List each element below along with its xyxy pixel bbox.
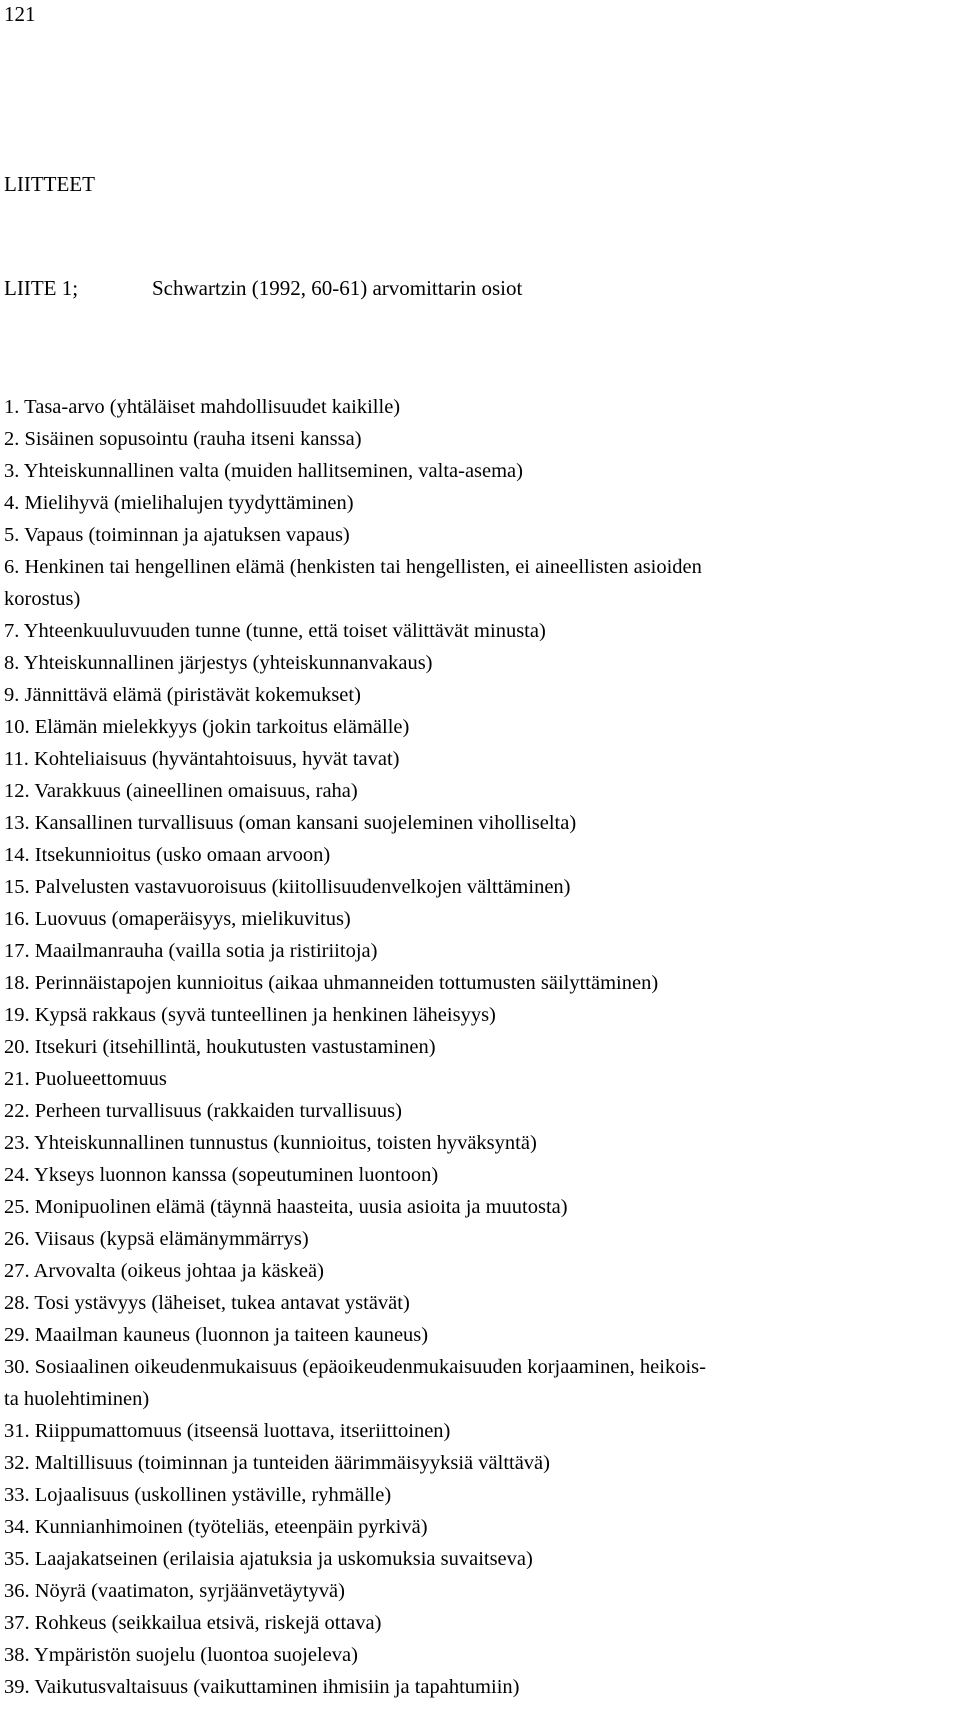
appendix-title: Schwartzin (1992, 60-61) arvomittarin osiot xyxy=(152,276,523,300)
list-item: 19. Kypsä rakkaus (syvä tunteellinen ja henkinen läheisyys) xyxy=(4,1004,496,1026)
list-item: 36. Nöyrä (vaatimaton, syrjäänvetäytyvä) xyxy=(4,1580,345,1602)
list-item: 28. Tosi ystävyys (läheiset, tukea antavat ystävät) xyxy=(4,1292,410,1314)
list-item: 13. Kansallinen turvallisuus (oman kansani suojeleminen viholliselta) xyxy=(4,812,577,834)
list-item: 32. Maltillisuus (toiminnan ja tunteiden äärimmäisyyksiä välttävä) xyxy=(4,1452,550,1474)
list-item: 27. Arvovalta (oikeus johtaa ja käskeä) xyxy=(4,1260,324,1282)
list-item: 26. Viisaus (kypsä elämänymmärrys) xyxy=(4,1228,309,1250)
list-item: 16. Luovuus (omaperäisyys, mielikuvitus) xyxy=(4,908,351,930)
list-item: 1. Tasa-arvo (yhtäläiset mahdollisuudet kaikille) xyxy=(4,396,401,418)
list-item: 29. Maailman kauneus (luonnon ja taiteen kauneus) xyxy=(4,1324,429,1346)
list-item-line: 30. Sosiaalinen oikeudenmukaisuus (epäoikeudenmukaisuuden korjaaminen, heikois- xyxy=(4,1356,706,1378)
list-item-line: korostus) xyxy=(4,588,81,610)
list-item: 11. Kohteliaisuus (hyväntahtoisuus, hyvät tavat) xyxy=(4,748,400,770)
page-number: 121 xyxy=(4,2,36,26)
value-item-list xyxy=(4,391,954,1703)
list-item: 37. Rohkeus (seikkailua etsivä, riskejä ottava) xyxy=(4,1612,382,1634)
section-title: LIITTEET xyxy=(4,172,95,196)
list-item: 25. Monipuolinen elämä (täynnä haasteita, uusia asioita ja muutosta) xyxy=(4,1196,568,1218)
list-item: 14. Itsekunnioitus (usko omaan arvoon) xyxy=(4,844,331,866)
list-item: 31. Riippumattomuus (itseensä luottava, itseriittoinen) xyxy=(4,1420,451,1442)
appendix-label: LIITE 1; xyxy=(4,276,79,300)
list-item: 17. Maailmanrauha (vailla sotia ja ristiriitoja) xyxy=(4,940,378,962)
list-item: 12. Varakkuus (aineellinen omaisuus, raha) xyxy=(4,780,358,802)
list-item: 35. Laajakatseinen (erilaisia ajatuksia ja uskomuksia suvaitseva) xyxy=(4,1548,533,1570)
list-item-line: 6. Henkinen tai hengellinen elämä (henkisten tai hengellisten, ei aineellisten asioiden xyxy=(4,556,702,578)
list-item: 4. Mielihyvä (mielihalujen tyydyttäminen) xyxy=(4,492,354,514)
list-item: 24. Ykseys luonnon kanssa (sopeutuminen luontoon) xyxy=(4,1164,439,1186)
list-item: 34. Kunnianhimoinen (työteliäs, eteenpäin pyrkivä) xyxy=(4,1516,428,1538)
list-item: 39. Vaikutusvaltaisuus (vaikuttaminen ihmisiin ja tapahtumiin) xyxy=(4,1676,520,1698)
list-item: 18. Perinnäistapojen kunnioitus (aikaa uhmanneiden tottumusten säilyttäminen) xyxy=(4,972,659,994)
list-item: 5. Vapaus (toiminnan ja ajatuksen vapaus) xyxy=(4,524,350,546)
list-item: 21. Puolueettomuus xyxy=(4,1068,167,1090)
list-item: 9. Jännittävä elämä (piristävät kokemukset) xyxy=(4,684,361,706)
list-item xyxy=(4,1351,954,1415)
list-item: 20. Itsekuri (itsehillintä, houkutusten vastustaminen) xyxy=(4,1036,436,1058)
list-item: 38. Ympäristön suojelu (luontoa suojeleva) xyxy=(4,1644,358,1666)
list-item: 3. Yhteiskunnallinen valta (muiden hallitseminen, valta-asema) xyxy=(4,460,523,482)
list-item: 7. Yhteenkuuluvuuden tunne (tunne, että toiset välittävät minusta) xyxy=(4,620,546,642)
list-item xyxy=(4,551,954,615)
list-item: 22. Perheen turvallisuus (rakkaiden turvallisuus) xyxy=(4,1100,402,1122)
list-item: 8. Yhteiskunnallinen järjestys (yhteiskunnanvakaus) xyxy=(4,652,433,674)
list-item: 10. Elämän mielekkyys (jokin tarkoitus elämälle) xyxy=(4,716,410,738)
list-item: 23. Yhteiskunnallinen tunnustus (kunnioitus, toisten hyväksyntä) xyxy=(4,1132,537,1154)
list-item-line: ta huolehtiminen) xyxy=(4,1388,150,1410)
list-item: 2. Sisäinen sopusointu (rauha itseni kanssa) xyxy=(4,428,362,450)
list-item: 33. Lojaalisuus (uskollinen ystäville, ryhmälle) xyxy=(4,1484,392,1506)
list-item: 15. Palvelusten vastavuoroisuus (kiitollisuudenvelkojen välttäminen) xyxy=(4,876,571,898)
appendix-heading xyxy=(4,276,522,300)
